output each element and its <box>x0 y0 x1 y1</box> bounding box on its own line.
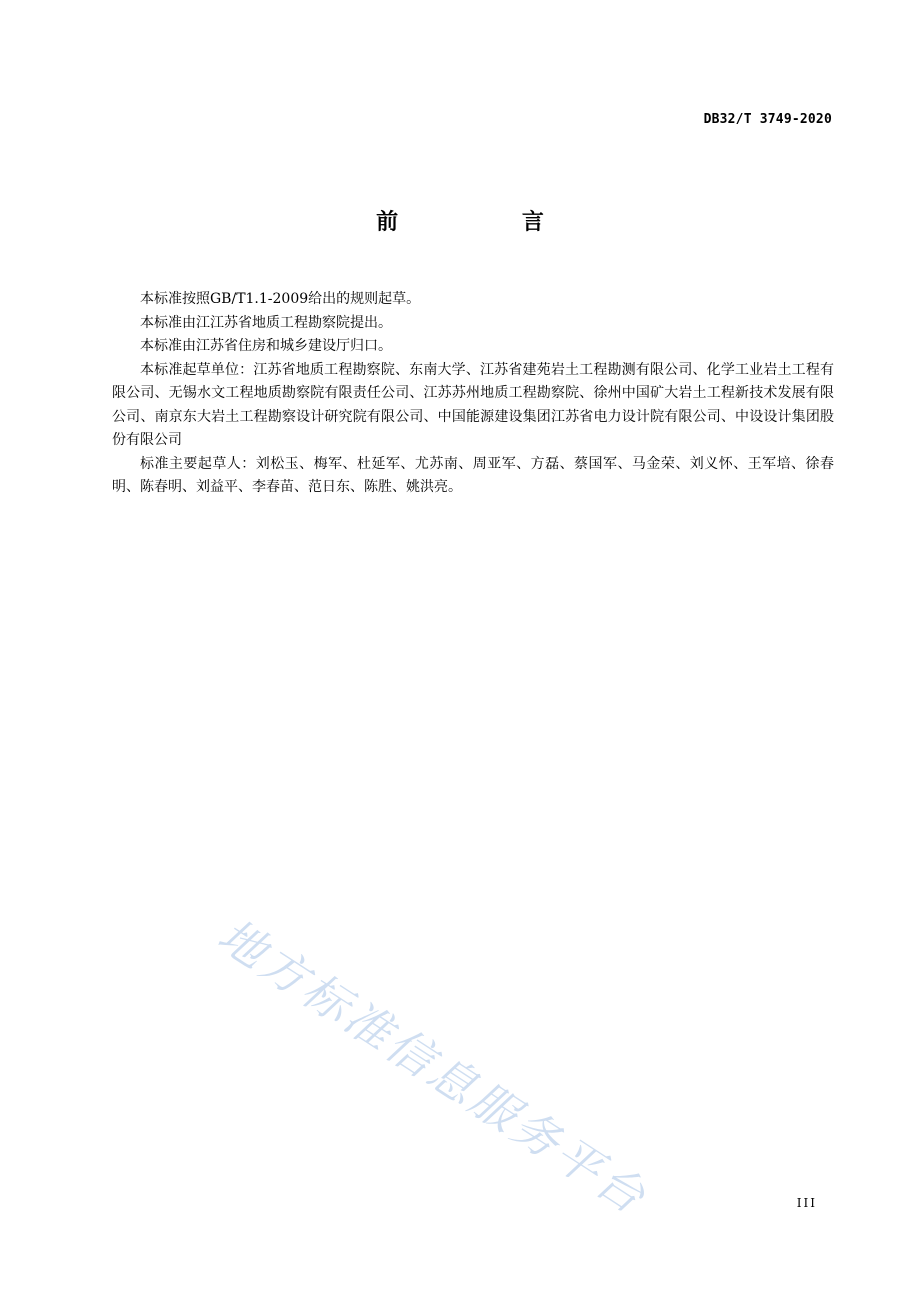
page-number: III <box>796 1196 817 1210</box>
paragraph-administrator: 本标准由江苏省住房和城乡建设厅归口。 <box>140 338 392 354</box>
paragraph-proposer: 本标准由江江苏省地质工程勘察院提出。 <box>140 314 392 331</box>
watermark: 地方标准信息服务平台 <box>208 907 658 1226</box>
paragraph-main-drafters: 标准主要起草人：刘松玉、梅军、杜延军、尤苏南、周亚军、方磊、蔡国军、马金荣、刘义怀、王军培、徐春明、陈春明、刘益平、李春苗、范日东、陈胜、姚洪亮。 <box>112 455 834 495</box>
foreword-body <box>112 288 834 500</box>
standard-code: DB32/T 3749-2020 <box>703 112 832 127</box>
paragraph-drafting-units: 本标准起草单位：江苏省地质工程勘察院、东南大学、江苏省建苑岩土工程勘测有限公司、化学工业岩土工程有限公司、无锡水文工程地质勘察院有限责任公司、江苏苏州地质工程勘察院、徐州中国矿大岩土工程新技术发展有限公司、南京东大岩土工程勘察设计研究院有限公司、中国能源建设集团江苏省电力设计院有限公司、中设设计集团股份有限公司 <box>112 361 834 448</box>
paragraph-drafting-rules: 本标准按照GB/T1.1-2009给出的规则起草。 <box>140 291 421 307</box>
page-title: 前 言 <box>376 210 602 235</box>
